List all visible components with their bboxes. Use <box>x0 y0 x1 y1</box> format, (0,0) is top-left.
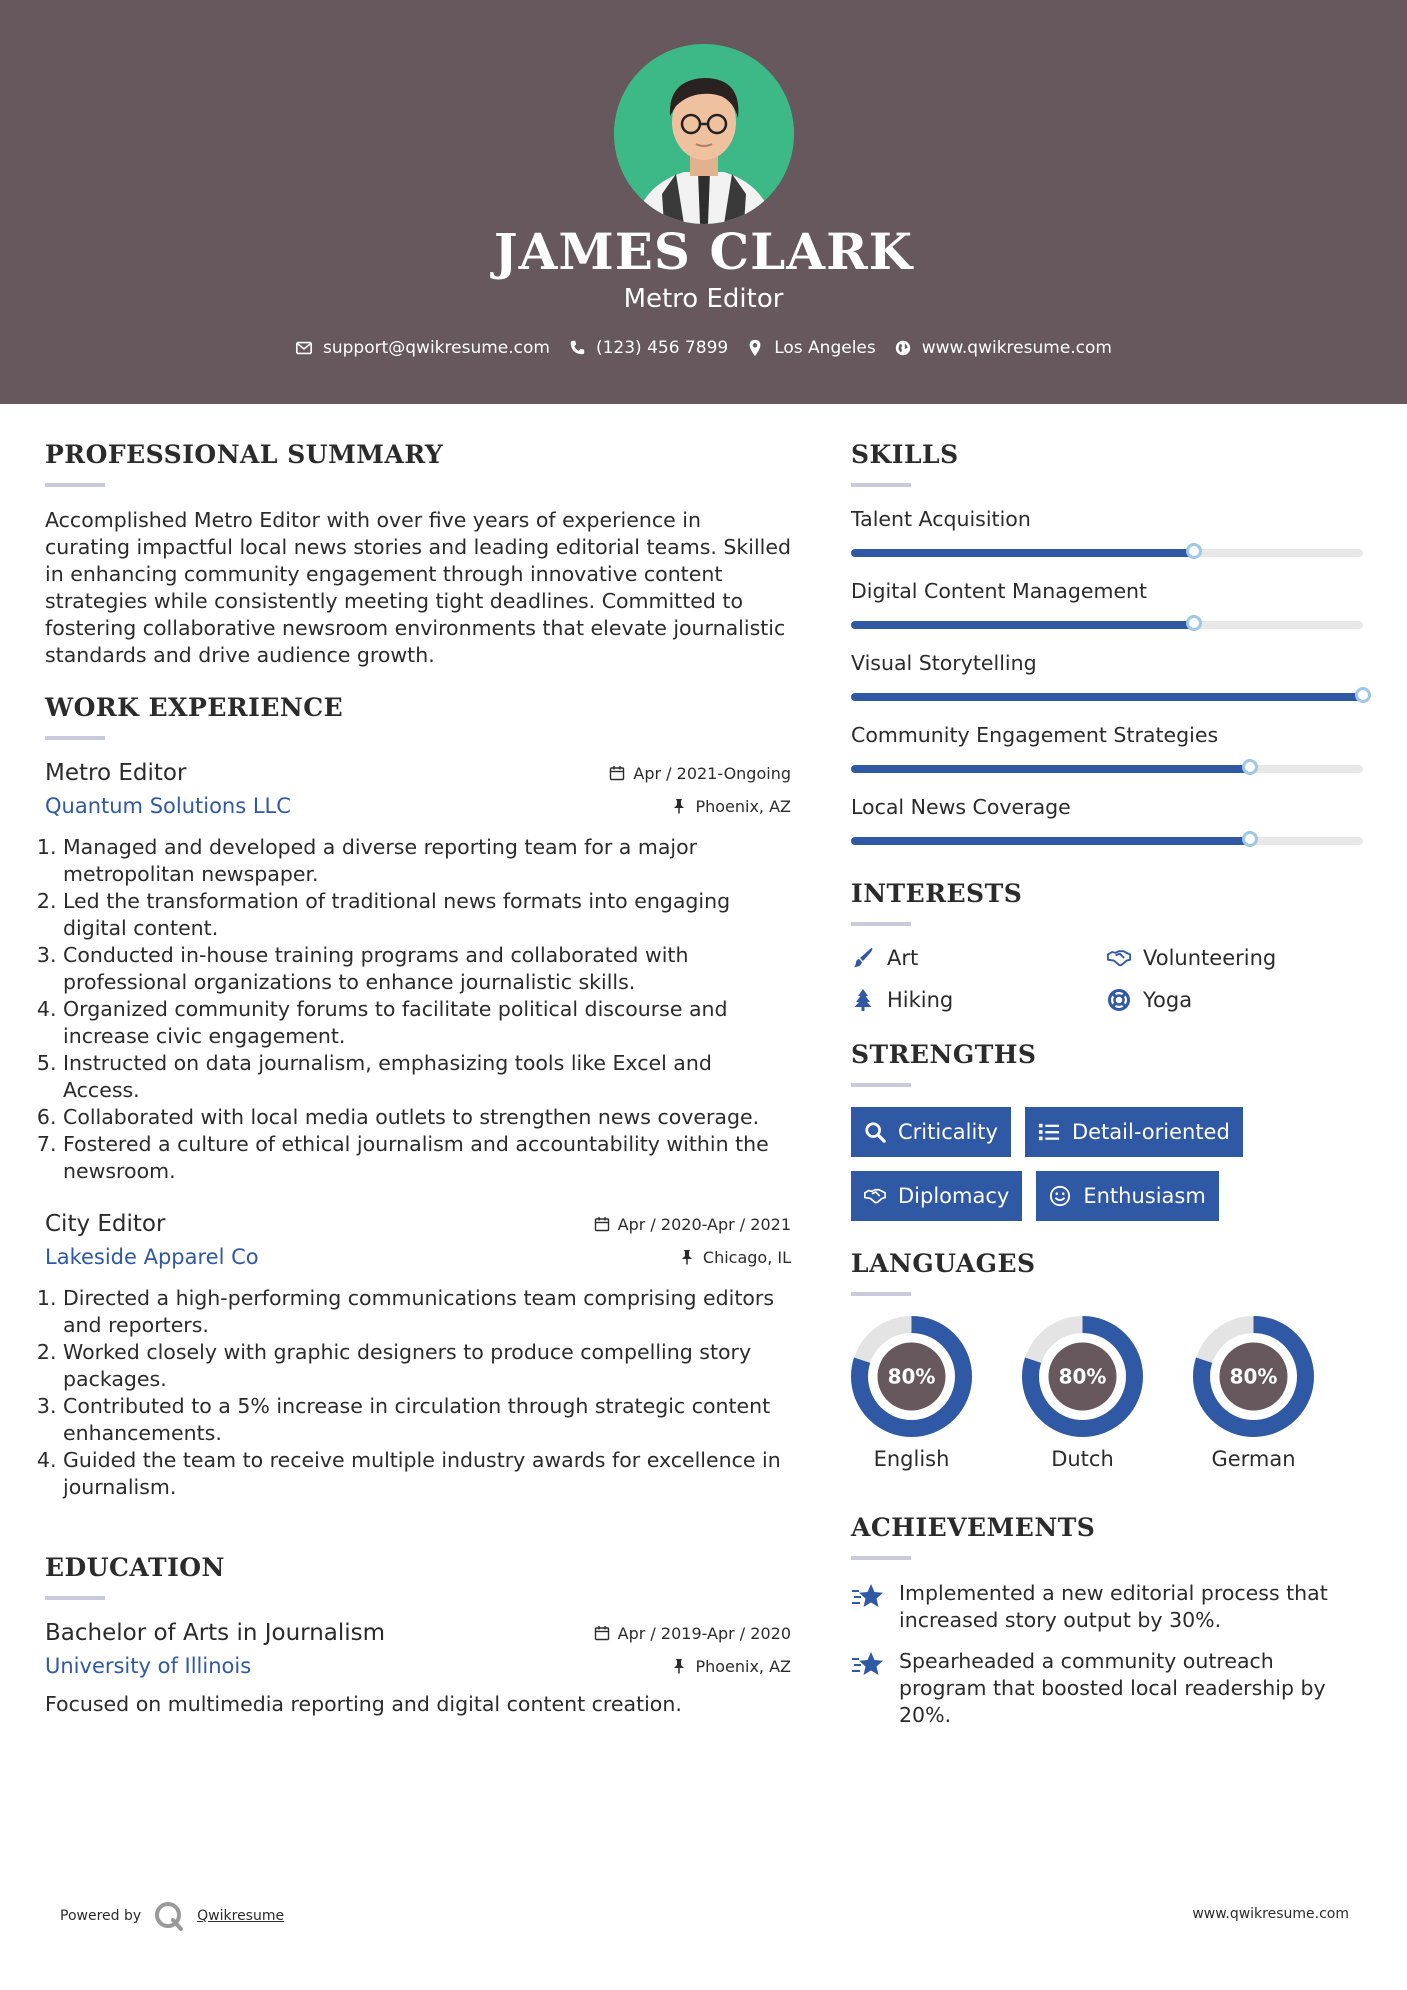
job-date-text: Apr / 2020-Apr / 2021 <box>617 1214 791 1234</box>
skill-bar-knob <box>1242 831 1258 847</box>
avatar <box>614 44 794 224</box>
calendar-icon <box>594 1625 610 1641</box>
skill-bar <box>851 693 1363 701</box>
resume-header <box>0 0 1407 404</box>
footer-brand-link[interactable]: Qwikresume <box>197 1908 285 1924</box>
skill-label: Talent Acquisition <box>851 507 1031 531</box>
duty-item: 4. Guided the team to receive multiple industry awards for excellence in journalism. <box>63 1447 791 1501</box>
duty-item: 1. Managed and developed a diverse reporting team for a major metropolitan newspaper. <box>63 834 791 888</box>
skill-item <box>851 723 1364 773</box>
language-item <box>851 1316 972 1471</box>
education-location <box>671 1657 791 1676</box>
skills-rule <box>851 483 911 487</box>
interest-label: Volunteering <box>1143 946 1277 970</box>
handshake-icon <box>1107 946 1131 970</box>
summary-text: Accomplished Metro Editor with over five years of experience in curating impactful local news stories and leading editorial teams. Skilled in enhancing community engagement through innovative content strategies while consistently meeting tight deadlines. Committed to fostering collaborative newsroom environments that elevate journalistic standards and drive audience growth. <box>45 508 791 667</box>
skill-item <box>851 507 1364 557</box>
skill-bar-fill <box>851 837 1250 845</box>
degree-title: Bachelor of Arts in Journalism <box>45 1620 386 1646</box>
job-entry <box>45 1211 791 1501</box>
star-icon <box>851 1582 885 1612</box>
interest-label: Art <box>887 946 919 970</box>
skills-list <box>851 507 1364 845</box>
languages-list <box>851 1316 1364 1471</box>
strengths-rule <box>851 1083 911 1087</box>
education-rule <box>45 1596 105 1600</box>
skill-label: Local News Coverage <box>851 795 1071 819</box>
job-location-text: Chicago, IL <box>702 1247 791 1267</box>
duties-list <box>45 1285 791 1501</box>
languages-title: LANGUAGES <box>851 1249 1036 1278</box>
job-date <box>594 1215 791 1234</box>
contact-email[interactable] <box>295 338 550 358</box>
handshake-icon <box>864 1185 886 1207</box>
interests-grid <box>851 946 1364 1012</box>
skill-label: Digital Content Management <box>851 579 1148 603</box>
pushpin-icon <box>679 1249 695 1265</box>
footer-powered-by <box>60 1900 284 1932</box>
skill-item <box>851 651 1364 701</box>
language-item <box>1193 1316 1314 1471</box>
strength-chip <box>851 1171 1022 1221</box>
strength-label: Enthusiasm <box>1083 1184 1206 1208</box>
skill-bar-knob <box>1186 615 1202 631</box>
avatar-portrait <box>614 44 794 224</box>
school-name: University of Illinois <box>45 1654 252 1678</box>
duty-item: 3. Conducted in-house training programs and collaborated with professional organizations to enhance journalistic skills. <box>63 942 791 996</box>
duty-item: 1. Directed a high-performing communications team comprising editors and reporters. <box>63 1285 791 1339</box>
job-location <box>679 1248 791 1267</box>
achievements-rule <box>851 1556 911 1560</box>
achievement-text: Spearheaded a community outreach program that boosted local readership by 20%. <box>899 1649 1326 1727</box>
strength-label: Detail-oriented <box>1071 1120 1230 1144</box>
job-location-text: Phoenix, AZ <box>695 796 791 816</box>
skill-bar <box>851 621 1363 629</box>
achievement-item <box>851 1580 1364 1634</box>
list-icon <box>1038 1121 1060 1143</box>
contact-phone[interactable] <box>568 338 728 358</box>
company-name: Quantum Solutions LLC <box>45 794 291 818</box>
job-location <box>671 797 791 816</box>
candidate-role: Metro Editor <box>623 284 784 314</box>
contact-phone-text: (123) 456 7899 <box>595 338 729 358</box>
company-name: Lakeside Apparel Co <box>45 1245 259 1269</box>
languages-rule <box>851 1292 911 1296</box>
summary-rule <box>45 483 105 487</box>
education-entry <box>45 1620 791 1716</box>
skill-bar-fill <box>851 693 1363 701</box>
skill-item <box>851 795 1364 845</box>
right-column <box>851 440 1364 1743</box>
interest-item <box>1107 988 1363 1012</box>
job-date-text: Apr / 2021-Ongoing <box>633 763 791 783</box>
language-percent: 80% <box>887 1364 936 1389</box>
strength-label: Diplomacy <box>898 1184 1010 1208</box>
education-description: Focused on multimedia reporting and digital content creation. <box>45 1692 682 1716</box>
contact-location-text: Los Angeles <box>774 338 876 358</box>
pushpin-icon <box>671 798 687 814</box>
interest-label: Yoga <box>1143 988 1193 1012</box>
interests-title: INTERESTS <box>851 879 1023 908</box>
duty-item: 4. Organized community forums to facilitate political discourse and increase civic engagement. <box>63 996 791 1050</box>
experience-rule <box>45 736 105 740</box>
calendar-icon <box>594 1216 610 1232</box>
education-date-text: Apr / 2019-Apr / 2020 <box>617 1623 791 1643</box>
interest-label: Hiking <box>887 988 954 1012</box>
language-name: German <box>1211 1447 1296 1471</box>
contact-website-text: www.qwikresume.com <box>921 338 1112 358</box>
skill-bar <box>851 837 1363 845</box>
achievements-list <box>851 1580 1364 1729</box>
skills-title: SKILLS <box>851 440 959 469</box>
language-percent: 80% <box>1229 1364 1278 1389</box>
skill-bar-fill <box>851 549 1194 557</box>
skill-bar-knob <box>1186 543 1202 559</box>
strength-label: Criticality <box>898 1120 998 1144</box>
duties-list <box>45 834 791 1185</box>
interest-item <box>851 946 1107 970</box>
globe-icon <box>894 339 912 357</box>
experience-title: WORK EXPERIENCE <box>45 693 344 722</box>
strength-chip <box>851 1107 1011 1157</box>
skill-bar-knob <box>1242 759 1258 775</box>
duty-item: 7. Fostered a culture of ethical journalism and accountability within the newsroom. <box>63 1131 791 1185</box>
skill-bar <box>851 765 1363 773</box>
job-entry <box>45 760 791 1185</box>
search-icon <box>864 1121 886 1143</box>
duty-item: 3. Contributed to a 5% increase in circulation through strategic content enhancements. <box>63 1393 791 1447</box>
language-name: English <box>873 1447 950 1471</box>
qwikresume-logo-icon <box>153 1900 185 1932</box>
map-pin-icon <box>746 339 764 357</box>
language-ring <box>1022 1316 1143 1437</box>
interest-item <box>851 988 1107 1012</box>
education-date <box>594 1624 791 1643</box>
language-percent: 80% <box>1058 1364 1107 1389</box>
envelope-icon <box>295 339 313 357</box>
skill-bar-knob <box>1355 687 1371 703</box>
strength-chip <box>1036 1171 1218 1221</box>
skill-label: Community Engagement Strategies <box>851 723 1219 747</box>
footer-site-link[interactable]: www.qwikresume.com <box>1192 1906 1349 1922</box>
skill-item <box>851 579 1364 629</box>
star-icon <box>851 1650 885 1680</box>
language-name: Dutch <box>1051 1447 1114 1471</box>
strengths-title: STRENGTHS <box>851 1040 1037 1069</box>
powered-by-label: Powered by <box>60 1908 142 1924</box>
achievement-item <box>851 1648 1364 1729</box>
duty-item: 6. Collaborated with local media outlets to strengthen news coverage. <box>63 1104 791 1131</box>
calendar-icon <box>609 765 625 781</box>
contact-email-text: support@qwikresume.com <box>323 338 550 358</box>
smile-icon <box>1049 1185 1071 1207</box>
achievement-text: Implemented a new editorial process that increased story output by 30%. <box>899 1581 1328 1632</box>
contact-website[interactable] <box>894 338 1112 358</box>
left-column <box>45 440 791 1742</box>
duty-item: 2. Worked closely with graphic designers to produce compelling story packages. <box>63 1339 791 1393</box>
paintbrush-icon <box>851 946 875 970</box>
duty-item: 2. Led the transformation of traditional news formats into engaging digital content. <box>63 888 791 942</box>
tree-icon <box>851 988 875 1012</box>
job-date <box>609 764 791 783</box>
skill-bar-fill <box>851 765 1250 773</box>
pushpin-icon <box>671 1658 687 1674</box>
language-item <box>1022 1316 1143 1471</box>
skill-bar-fill <box>851 621 1194 629</box>
strengths-list <box>851 1107 1271 1221</box>
interest-item <box>1107 946 1363 970</box>
contact-location <box>746 338 876 358</box>
lifebuoy-icon <box>1107 988 1131 1012</box>
strength-chip <box>1025 1107 1243 1157</box>
candidate-name: JAMES CLARK <box>493 222 914 281</box>
phone-icon <box>568 339 586 357</box>
job-title: City Editor <box>45 1211 166 1237</box>
contact-bar <box>0 338 1407 358</box>
interests-rule <box>851 922 911 926</box>
language-ring <box>851 1316 972 1437</box>
education-location-text: Phoenix, AZ <box>695 1656 791 1676</box>
duty-item: 5. Instructed on data journalism, emphasizing tools like Excel and Access. <box>63 1050 791 1104</box>
achievements-title: ACHIEVEMENTS <box>851 1513 1096 1542</box>
skill-label: Visual Storytelling <box>851 651 1037 675</box>
skill-bar <box>851 549 1363 557</box>
summary-title: PROFESSIONAL SUMMARY <box>45 440 444 469</box>
job-title: Metro Editor <box>45 760 187 786</box>
education-title: EDUCATION <box>45 1553 225 1582</box>
language-ring <box>1193 1316 1314 1437</box>
